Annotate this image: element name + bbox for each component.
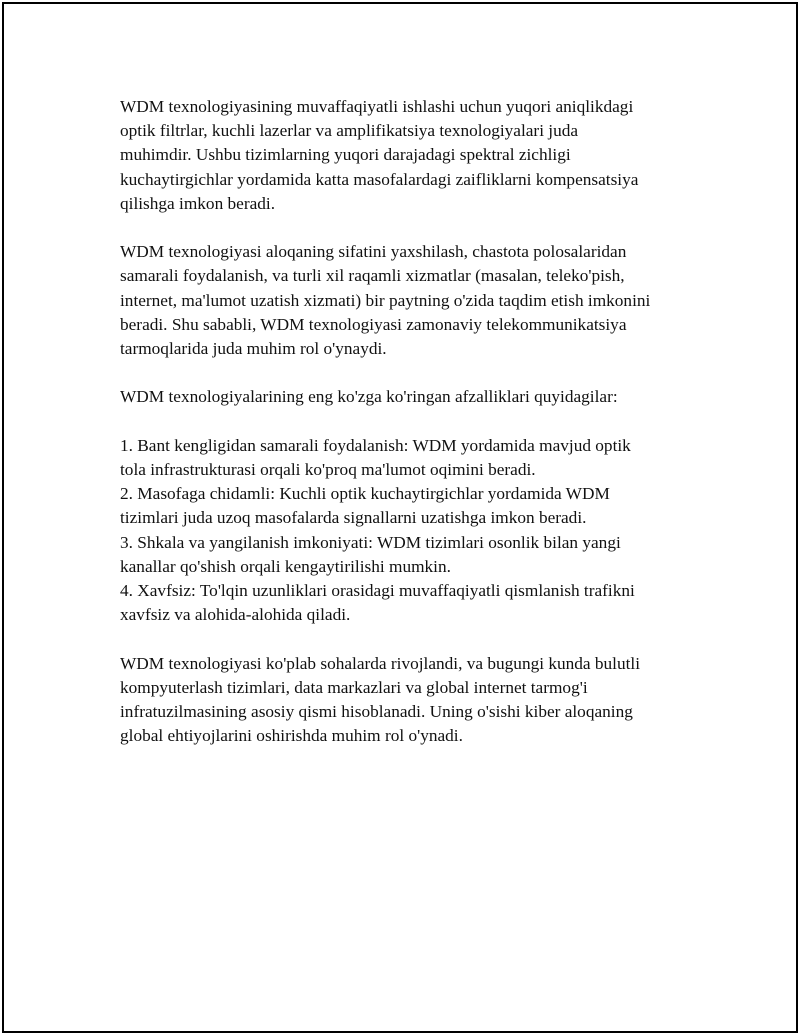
- text-line: tola infrastrukturasi orqali ko'proq ma'lumot oqimini beradi.: [120, 460, 536, 479]
- paragraph-advantages-intro: [120, 385, 700, 409]
- advantages-list: [120, 434, 700, 628]
- text-line: WDM texnologiyasi aloqaning sifatini yaxshilash, chastota polosalaridan: [120, 242, 627, 262]
- text-line: 4. Xavfsiz: To'lqin uzunliklari orasidagi muvaffaqiyatli qismlanish trafikni: [120, 581, 635, 601]
- list-item-distance: [120, 482, 700, 530]
- text-line: optik filtrlar, kuchli lazerlar va amplifikatsiya texnologiyalari juda: [120, 121, 579, 141]
- text-line: tarmoqlarida juda muhim rol o'ynaydi.: [120, 339, 387, 359]
- text-line: WDM texnologiyalarining eng ko'zga ko'ringan afzalliklari quyidagilar:: [120, 387, 618, 407]
- text-line: internet, ma'lumot uzatish xizmati) bir paytning o'zida taqdim etish imkonini: [120, 290, 651, 310]
- text-line: kuchaytirgichlar yordamida katta masofalardagi zaifliklarni kompensatsiya: [120, 169, 639, 189]
- text-line: WDM texnologiyasining muvaffaqiyatli ishlashi uchun yuqori aniqlikdagi: [120, 97, 634, 116]
- paragraph-wdm-requirements: [120, 95, 700, 216]
- list-item-security: [120, 579, 700, 627]
- paragraph-wdm-quality: [120, 240, 700, 361]
- text-line: infratuzilmasining asosiy qismi hisoblanadi. Uning o'sishi kiber aloqaning: [120, 702, 633, 722]
- list-item-bandwidth: [120, 434, 700, 482]
- text-line: qilishga imkon beradi.: [120, 193, 276, 213]
- text-line: 3. Shkala va yangilanish imkoniyati: WDM tizimlari osonlik bilan yangi: [120, 532, 621, 552]
- text-line: kompyuterlash tizimlari, data markazlari va global internet tarmog'i: [120, 677, 588, 697]
- list-item-scalability: [120, 531, 700, 579]
- document-page: [2, 2, 798, 1033]
- text-line: samarali foydalanish, va turli xil raqamli xizmatlar (masalan, teleko'pish,: [120, 266, 625, 286]
- text-line: muhimdir. Ushbu tizimlarning yuqori darajadagi spektral zichligi: [120, 145, 571, 165]
- paragraph-closing: [120, 652, 700, 749]
- text-line: 2. Masofaga chidamli: Kuchli optik kuchaytirgichlar yordamida WDM: [120, 484, 610, 504]
- text-line: kanallar qo'shish orqali kengaytirilishi mumkin.: [120, 556, 451, 576]
- text-line: 1. Bant kengligidan samarali foydalanish: WDM yordamida mavjud optik: [120, 435, 631, 455]
- text-line: beradi. Shu sababli, WDM texnologiyasi zamonaviy telekommunikatsiya: [120, 314, 627, 334]
- text-line: tizimlari juda uzoq masofalarda signallarni uzatishga imkon beradi.: [120, 508, 587, 528]
- text-line: xavfsiz va alohida-alohida qiladi.: [120, 605, 351, 625]
- text-line: WDM texnologiyasi ko'plab sohalarda rivojlandi, va bugungi kunda bulutli: [120, 653, 641, 673]
- document-body: [120, 95, 700, 773]
- text-line: global ehtiyojlarini oshirishda muhim rol o'ynadi.: [120, 726, 463, 746]
